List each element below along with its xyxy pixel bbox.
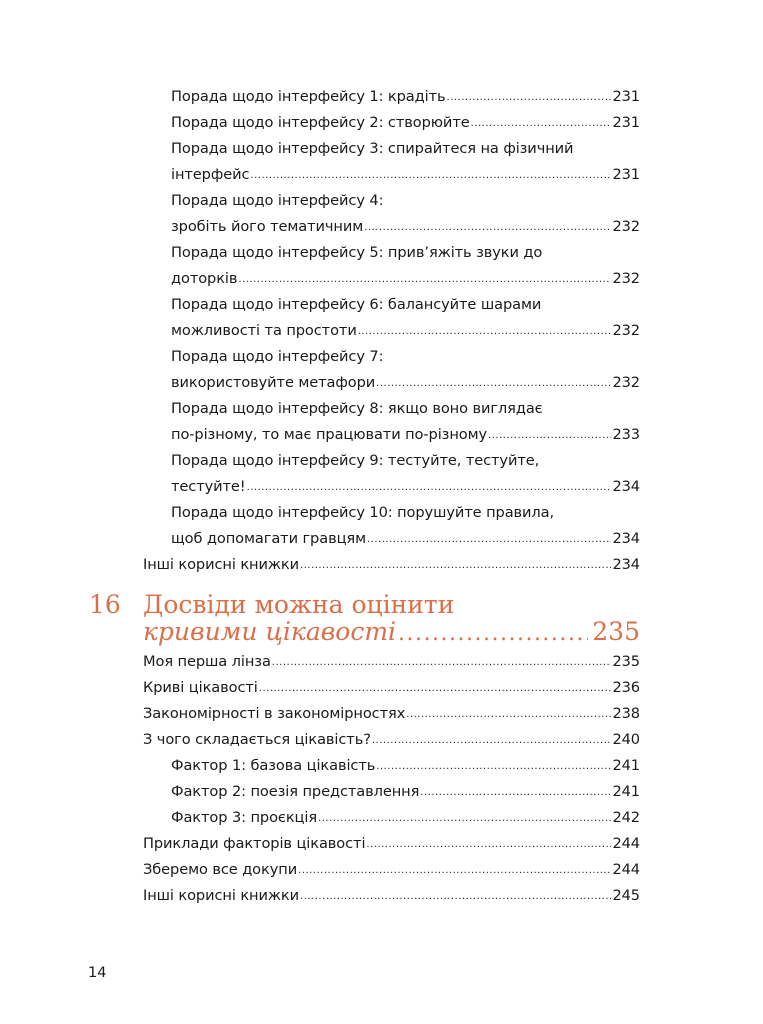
toc-entry-title-line2: щоб допомагати гравцям — [171, 530, 366, 547]
toc-entry-title: Моя перша лінза — [143, 653, 271, 670]
toc-entry-title-line2: доторків — [171, 270, 238, 287]
dot-leader — [471, 111, 612, 137]
toc-entry[interactable] — [143, 396, 640, 448]
toc-entry[interactable] — [143, 831, 640, 857]
dot-leader — [358, 319, 612, 345]
toc-entry-page: 231 — [612, 88, 640, 105]
toc-entry-page: 234 — [612, 556, 640, 573]
dot-leader — [398, 620, 588, 648]
toc-entry[interactable] — [143, 448, 640, 500]
toc-entry-title-line1: Порада щодо інтерфейсу 6: балансуйте шарами — [171, 296, 542, 313]
toc-entry-title-line1: Порада щодо інтерфейсу 10: порушуйте правила, — [171, 504, 555, 521]
dot-leader — [372, 728, 612, 754]
toc-entry-title-line2: інтерфейс — [171, 166, 250, 183]
toc-entry-title-line2: зробіть його тематичним — [171, 218, 364, 235]
toc-entry-page: 241 — [612, 757, 640, 774]
toc-entry[interactable] — [143, 779, 640, 805]
dot-leader — [272, 650, 612, 676]
chapter-number: 16 — [89, 590, 121, 619]
toc-entry-title: З чого складається цікавість? — [143, 731, 371, 748]
toc-entry[interactable] — [143, 883, 640, 909]
toc-entry-page: 240 — [612, 731, 640, 748]
toc-entry-page: 244 — [612, 835, 640, 852]
toc-entry-page: 245 — [612, 887, 640, 904]
dot-leader — [259, 676, 612, 702]
toc-entry-page: 234 — [612, 478, 640, 495]
toc-entry[interactable] — [143, 344, 640, 396]
toc-entry[interactable] — [143, 292, 640, 344]
toc-entry[interactable] — [143, 188, 640, 240]
toc-entry-title-line2: можливості та простоти — [171, 322, 357, 339]
dot-leader — [488, 423, 611, 449]
dot-leader — [300, 884, 611, 910]
toc-entry[interactable] — [143, 675, 640, 701]
dot-leader — [366, 832, 611, 858]
toc-entry-title: Криві цікавості — [143, 679, 258, 696]
dot-leader — [367, 527, 611, 553]
toc-entry-page: 242 — [612, 809, 640, 826]
toc-entry-title: Приклади факторів цікавості — [143, 835, 366, 852]
toc-entry-title: Зберемо все докупи — [143, 861, 298, 878]
toc-entry-page: 231 — [612, 114, 640, 131]
toc-entry[interactable] — [143, 649, 640, 675]
toc-entry-page: 232 — [612, 270, 640, 287]
toc-entry-page: 232 — [612, 374, 640, 391]
dot-leader — [447, 85, 612, 111]
toc-entry-title: Інші корисні книжки — [143, 556, 300, 573]
toc-entry[interactable] — [143, 136, 640, 188]
toc-entry[interactable] — [143, 805, 640, 831]
toc-entry-title: Фактор 3: проєкція — [171, 809, 318, 826]
dot-leader — [247, 475, 612, 501]
dot-leader — [238, 267, 611, 293]
toc-entry-page: 234 — [612, 530, 640, 547]
toc-list-chapter-16 — [143, 649, 640, 909]
dot-leader — [364, 215, 611, 241]
toc-entry-page: 232 — [612, 322, 640, 339]
dot-leader — [250, 163, 611, 189]
dot-leader — [420, 780, 611, 806]
toc-entry-title-line2: використовуйте метафори — [171, 374, 376, 391]
toc-entry-title: Фактор 1: базова цікавість — [171, 757, 376, 774]
toc-entry-title-line1: Порада щодо інтерфейсу 3: спирайтеся на фізичний — [171, 140, 574, 157]
toc-entry-title: Порада щодо інтерфейсу 2: створюйте — [171, 114, 470, 131]
toc-entry-page: 235 — [612, 653, 640, 670]
toc-entry-title-line1: Порада щодо інтерфейсу 7: — [171, 348, 384, 365]
toc-entry-page: 244 — [612, 861, 640, 878]
toc-entry-title-line1: Порада щодо інтерфейсу 8: якщо воно виглядає — [171, 400, 543, 417]
toc-entry-page: 238 — [612, 705, 640, 722]
toc-entry-page: 233 — [612, 426, 640, 443]
dot-leader — [376, 371, 611, 397]
toc-entry-page: 232 — [612, 218, 640, 235]
toc-entry[interactable] — [143, 500, 640, 552]
dot-leader — [406, 702, 611, 728]
toc-entry-title: Інші корисні книжки — [143, 887, 300, 904]
toc-entry-title-line1: Порада щодо інтерфейсу 4: — [171, 192, 384, 209]
toc-entry-title: Фактор 2: поезія представлення — [171, 783, 420, 800]
toc-entry[interactable] — [143, 727, 640, 753]
toc-entry-page: 241 — [612, 783, 640, 800]
toc-entry-title: Закономірності в закономірностях — [143, 705, 406, 722]
toc-entry[interactable] — [143, 84, 640, 110]
toc-entry-title-line2: по-різному, то має працювати по-різному — [171, 426, 488, 443]
toc-entry[interactable] — [143, 753, 640, 779]
toc-entry[interactable] — [143, 701, 640, 727]
toc-entry-title-line2: тестуйте! — [171, 478, 246, 495]
dot-leader — [318, 806, 611, 832]
toc-entry-title-line1: Порада щодо інтерфейсу 9: тестуйте, тестуйте, — [171, 452, 540, 469]
toc-entry[interactable] — [143, 857, 640, 883]
dot-leader — [298, 858, 611, 884]
chapter-page: 235 — [592, 617, 640, 646]
toc-entry-title-line1: Порада щодо інтерфейсу 5: прив’яжіть звуки до — [171, 244, 543, 261]
toc-entry-page: 236 — [612, 679, 640, 696]
toc-entry-title: Порада щодо інтерфейсу 1: крадіть — [171, 88, 446, 105]
dot-leader — [300, 553, 611, 579]
toc-entry[interactable] — [143, 110, 640, 136]
chapter-title-line2: кривими цікавості — [143, 617, 397, 646]
page-number: 14 — [88, 965, 107, 981]
toc-list-chapter-15-continued — [143, 84, 640, 578]
toc-entry[interactable] — [143, 552, 640, 578]
dot-leader — [376, 754, 611, 780]
chapter-title-line1: Досвіди можна оцінити — [143, 590, 455, 619]
toc-entry[interactable] — [143, 240, 640, 292]
toc-entry-page: 231 — [612, 166, 640, 183]
